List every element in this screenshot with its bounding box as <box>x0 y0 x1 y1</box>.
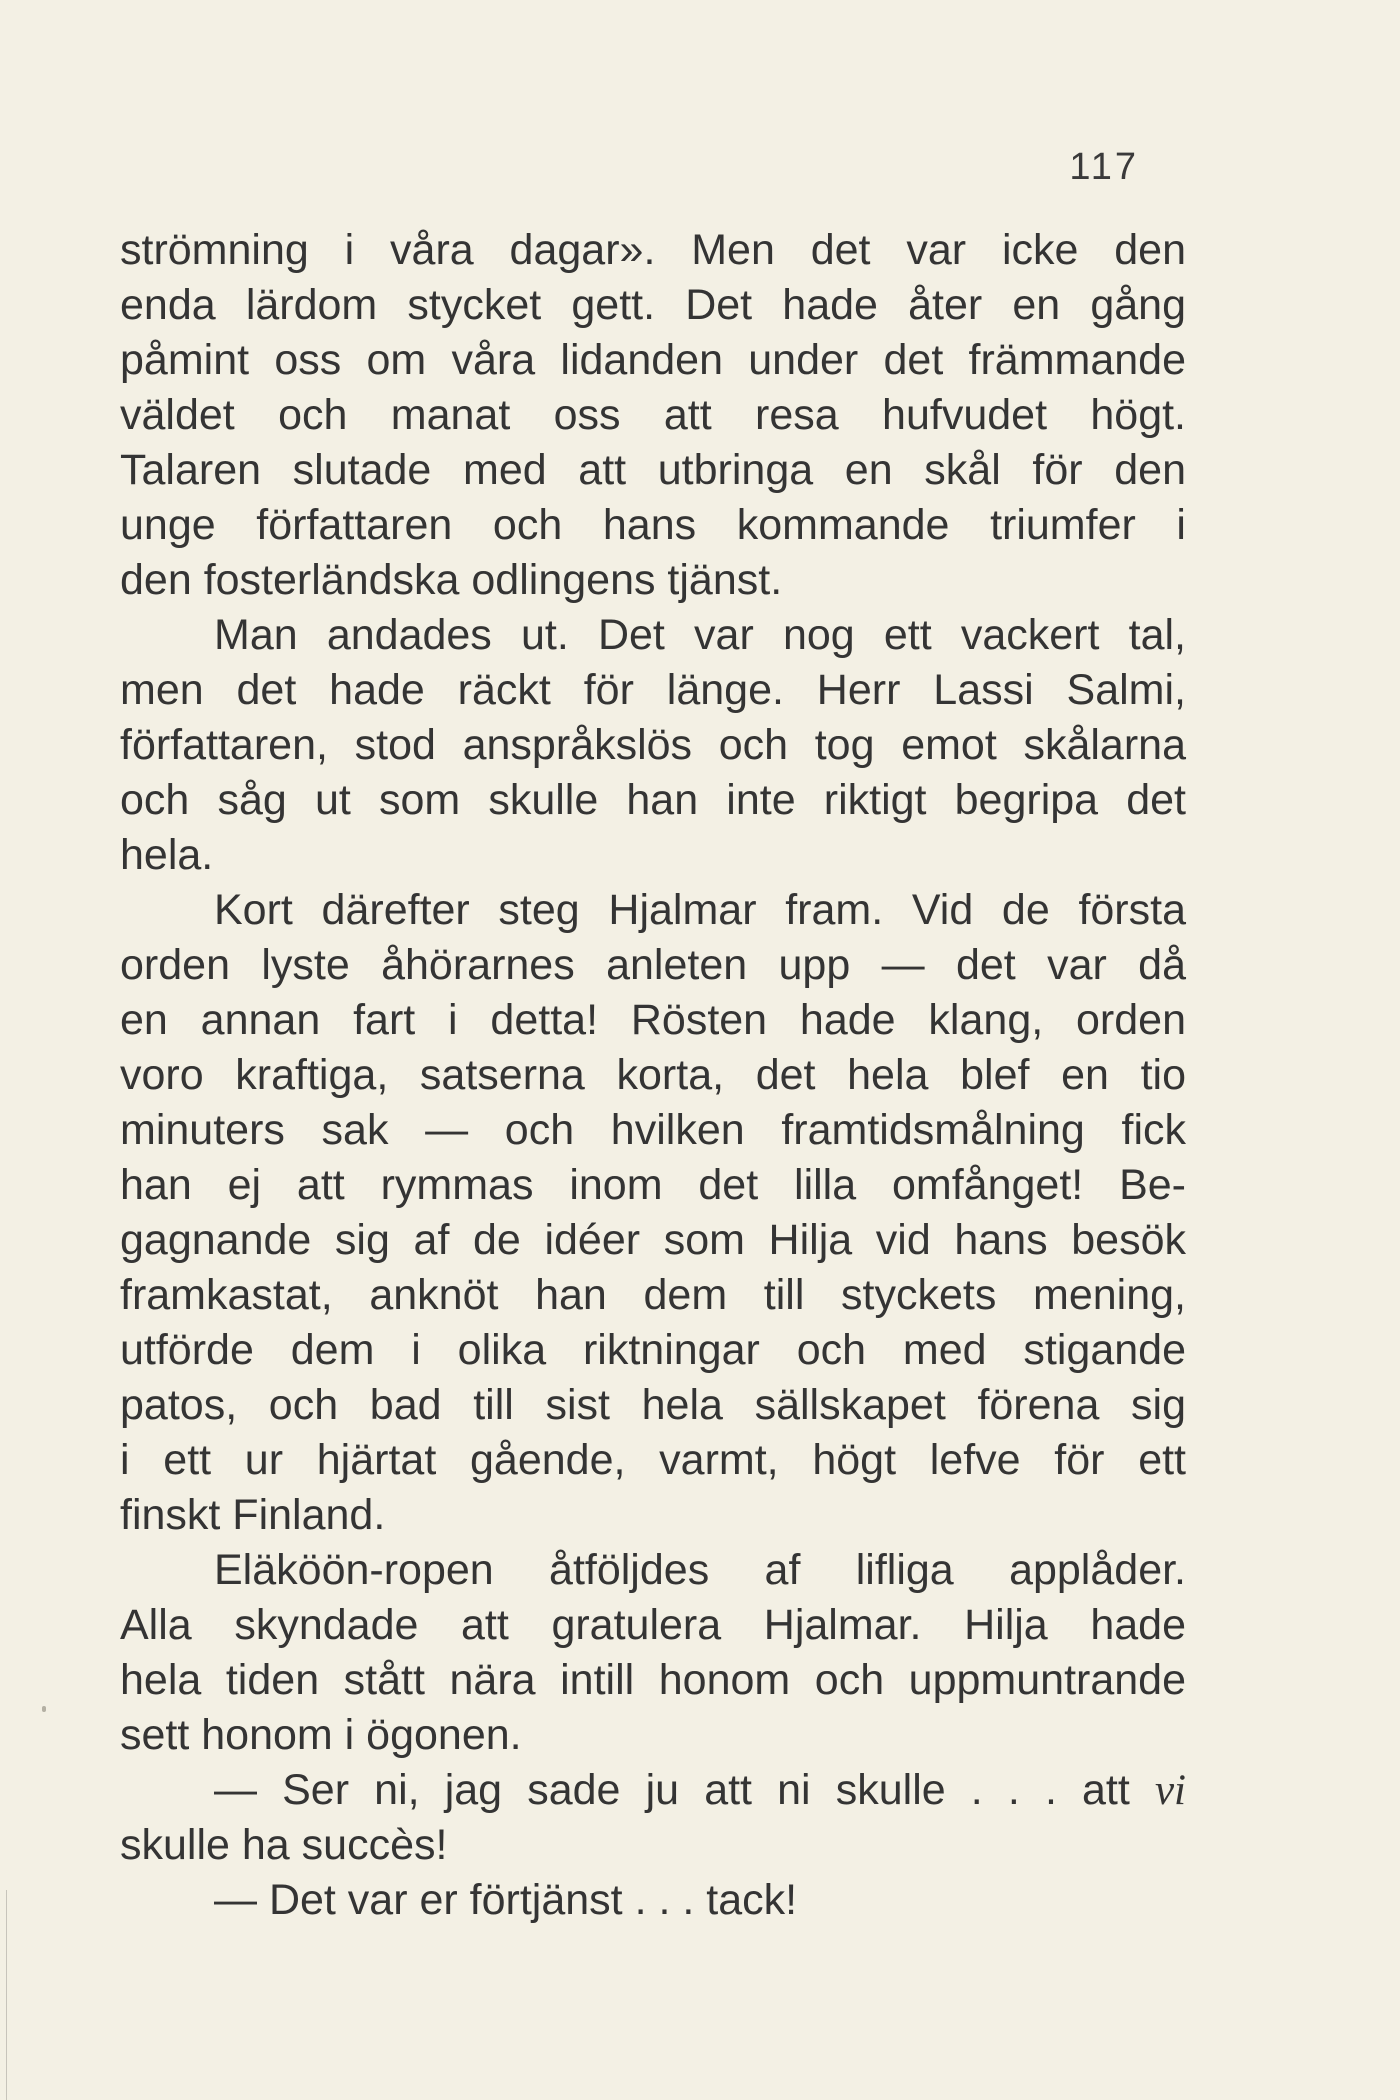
text-line: skulle ha succès! <box>120 1821 448 1869</box>
text-line: en annan fart i detta! Rösten hade klang, orden <box>120 996 1186 1044</box>
page-number: 117 <box>1069 146 1139 188</box>
text-line: författaren, stod anspråkslös och tog emot skålarna <box>120 721 1186 769</box>
body-text <box>120 223 1186 1928</box>
text-line: — Det var er förtjänst . . . tack! <box>214 1876 798 1924</box>
text-line: minuters sak — och hvilken framtidsmålning fick <box>120 1106 1186 1154</box>
text-line: men det hade räckt för länge. Herr Lassi Salmi, <box>120 666 1186 714</box>
paragraph <box>120 883 1186 1543</box>
text-line: Man andades ut. Det var nog ett vackert tal, <box>214 611 1186 659</box>
text-line: enda lärdom stycket gett. Det hade åter en gång <box>120 281 1186 329</box>
text-line: hela tiden stått nära intill honom och uppmuntrande <box>120 1656 1186 1704</box>
text-line: han ej att rymmas inom det lilla omfånget! Be- <box>120 1161 1186 1209</box>
text-line: orden lyste åhörarnes anleten upp — det var då <box>120 941 1186 989</box>
text-line: Eläköön-ropen åtföljdes af lifliga applåder. <box>214 1546 1186 1594</box>
text-line: och såg ut som skulle han inte riktigt begripa det <box>120 776 1186 824</box>
text-line: väldet och manat oss att resa hufvudet högt. <box>120 391 1186 439</box>
text-line: utförde dem i olika riktningar och med stigande <box>120 1326 1186 1374</box>
text-line: finskt Finland. <box>120 1491 386 1539</box>
emphasized-text: vi <box>1154 1767 1186 1814</box>
paragraph <box>120 223 1186 608</box>
paragraph <box>120 608 1186 883</box>
scan-edge-line <box>6 1890 7 2100</box>
text-line: voro kraftiga, satserna korta, det hela blef en tio <box>120 1051 1186 1099</box>
text-line: hela. <box>120 831 214 879</box>
text-line: unge författaren och hans kommande triumfer i <box>120 501 1186 549</box>
text-line: sett honom i ögonen. <box>120 1711 522 1759</box>
text-line <box>120 1763 1186 1818</box>
paragraph <box>120 1873 1186 1928</box>
text-line: framkastat, anknöt han dem till styckets mening, <box>120 1271 1186 1319</box>
text-line: patos, och bad till sist hela sällskapet förena sig <box>120 1381 1186 1429</box>
text-line: påmint oss om våra lidanden under det främmande <box>120 336 1186 384</box>
paragraph <box>120 1763 1186 1873</box>
text-line: i ett ur hjärtat gående, varmt, högt lefve för ett <box>120 1436 1186 1484</box>
text-line: Alla skyndade att gratulera Hjalmar. Hilja hade <box>120 1601 1186 1649</box>
scan-speck <box>42 1706 46 1712</box>
text-line: gagnande sig af de idéer som Hilja vid hans besök <box>120 1216 1186 1264</box>
text-line: den fosterländska odlingens tjänst. <box>120 556 783 604</box>
text-segment: — Ser ni, jag sade ju att ni skulle . . . att <box>214 1766 1155 1814</box>
text-line: strömning i våra dagar». Men det var icke den <box>120 226 1186 274</box>
text-line: Talaren slutade med att utbringa en skål för den <box>120 446 1186 494</box>
text-line: Kort därefter steg Hjalmar fram. Vid de första <box>214 886 1186 934</box>
paragraph <box>120 1543 1186 1763</box>
